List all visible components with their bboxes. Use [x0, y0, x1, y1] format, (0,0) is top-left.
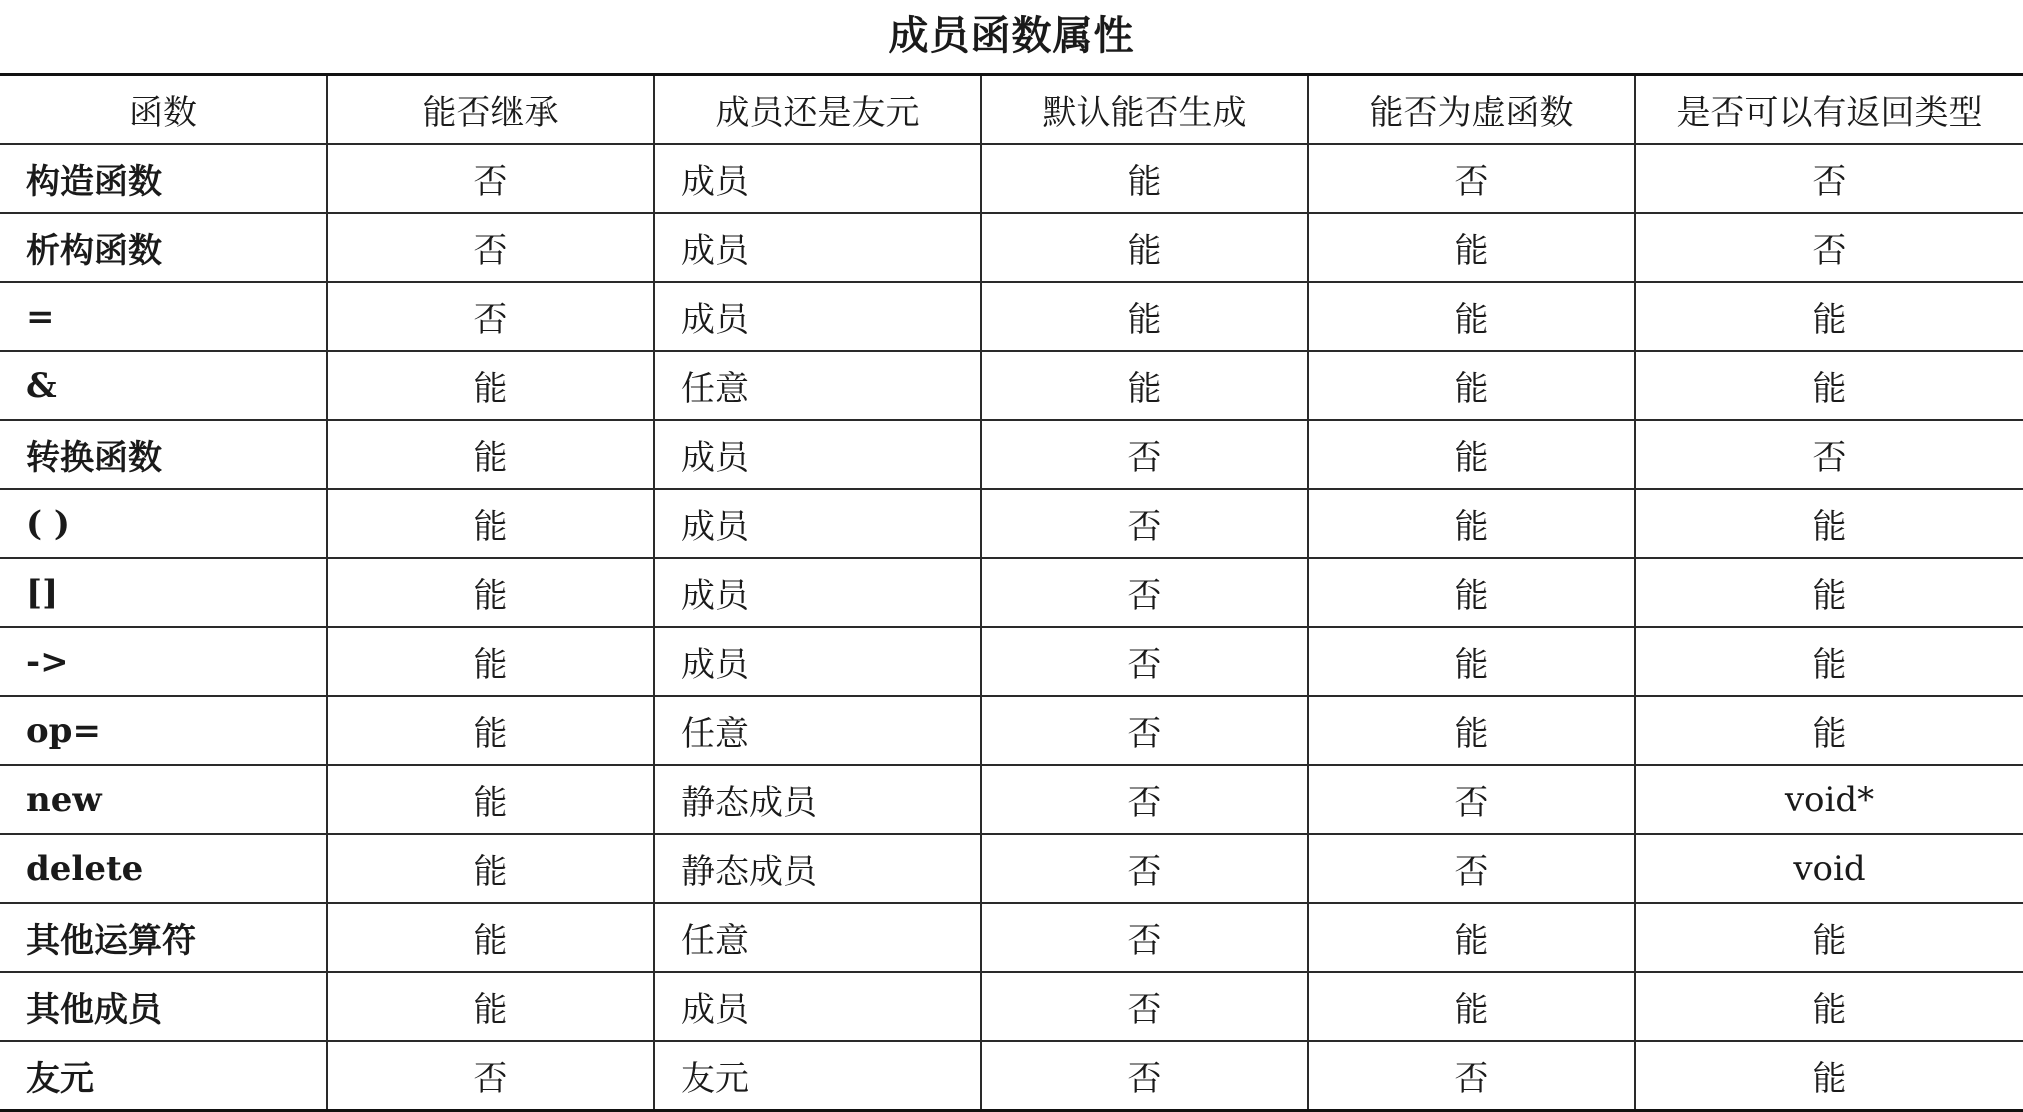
can-be-virtual-cell: 否: [1308, 144, 1635, 213]
column-header-member-or-friend: 成员还是友元: [654, 75, 981, 145]
member-or-friend-cell: 任意: [654, 696, 981, 765]
table-row: [0, 627, 2023, 696]
default-generated-cell: 能: [981, 282, 1308, 351]
can-be-virtual-cell: 能: [1308, 972, 1635, 1041]
default-generated-cell: 能: [981, 144, 1308, 213]
return-type-cell: 能: [1635, 489, 2023, 558]
column-header-can-be-virtual: 能否为虚函数: [1308, 75, 1635, 145]
can-be-virtual-cell: 能: [1308, 903, 1635, 972]
default-generated-cell: 否: [981, 1041, 1308, 1111]
member-or-friend-cell: 成员: [654, 213, 981, 282]
function-name-cell: 转换函数: [0, 420, 327, 489]
table-row: [0, 558, 2023, 627]
function-name-cell: new: [0, 765, 327, 834]
member-or-friend-cell: 成员: [654, 627, 981, 696]
member-or-friend-cell: 任意: [654, 351, 981, 420]
inheritable-cell: 能: [327, 903, 654, 972]
function-name-cell: ->: [0, 627, 327, 696]
member-or-friend-cell: 成员: [654, 420, 981, 489]
can-be-virtual-cell: 能: [1308, 558, 1635, 627]
member-or-friend-cell: 成员: [654, 144, 981, 213]
return-type-cell: 能: [1635, 1041, 2023, 1111]
column-header-inheritable: 能否继承: [327, 75, 654, 145]
function-name-cell: op=: [0, 696, 327, 765]
function-name-cell: =: [0, 282, 327, 351]
member-or-friend-cell: 友元: [654, 1041, 981, 1111]
default-generated-cell: 否: [981, 972, 1308, 1041]
function-name-cell: 其他运算符: [0, 903, 327, 972]
table-row: [0, 903, 2023, 972]
member-or-friend-cell: 成员: [654, 282, 981, 351]
table-row: [0, 420, 2023, 489]
inheritable-cell: 否: [327, 1041, 654, 1111]
return-type-cell: 否: [1635, 144, 2023, 213]
inheritable-cell: 能: [327, 558, 654, 627]
member-or-friend-cell: 任意: [654, 903, 981, 972]
return-type-cell: void: [1635, 834, 2023, 903]
function-name-cell: []: [0, 558, 327, 627]
member-function-properties-table: [0, 73, 2023, 1112]
table-row: [0, 489, 2023, 558]
inheritable-cell: 能: [327, 696, 654, 765]
column-header-return-type: 是否可以有返回类型: [1635, 75, 2023, 145]
table-caption: 成员函数属性: [888, 13, 1135, 59]
default-generated-cell: 否: [981, 765, 1308, 834]
inheritable-cell: 能: [327, 834, 654, 903]
table-row: [0, 696, 2023, 765]
return-type-cell: 能: [1635, 696, 2023, 765]
return-type-cell: 能: [1635, 972, 2023, 1041]
default-generated-cell: 否: [981, 627, 1308, 696]
can-be-virtual-cell: 能: [1308, 351, 1635, 420]
table-row: [0, 1041, 2023, 1111]
table-row: [0, 282, 2023, 351]
function-name-cell: 构造函数: [0, 144, 327, 213]
can-be-virtual-cell: 能: [1308, 696, 1635, 765]
function-name-cell: 其他成员: [0, 972, 327, 1041]
table-row: [0, 972, 2023, 1041]
can-be-virtual-cell: 能: [1308, 282, 1635, 351]
table-row: [0, 144, 2023, 213]
inheritable-cell: 否: [327, 144, 654, 213]
column-header-function: 函数: [0, 75, 327, 145]
return-type-cell: 能: [1635, 558, 2023, 627]
default-generated-cell: 否: [981, 558, 1308, 627]
function-name-cell: 析构函数: [0, 213, 327, 282]
return-type-cell: 能: [1635, 627, 2023, 696]
inheritable-cell: 否: [327, 282, 654, 351]
default-generated-cell: 能: [981, 213, 1308, 282]
default-generated-cell: 否: [981, 696, 1308, 765]
default-generated-cell: 否: [981, 489, 1308, 558]
inheritable-cell: 能: [327, 972, 654, 1041]
member-or-friend-cell: 静态成员: [654, 765, 981, 834]
return-type-cell: 能: [1635, 351, 2023, 420]
header-row: [0, 75, 2023, 145]
member-or-friend-cell: 成员: [654, 972, 981, 1041]
inheritable-cell: 能: [327, 420, 654, 489]
can-be-virtual-cell: 否: [1308, 1041, 1635, 1111]
inheritable-cell: 能: [327, 627, 654, 696]
default-generated-cell: 否: [981, 420, 1308, 489]
default-generated-cell: 否: [981, 834, 1308, 903]
member-or-friend-cell: 成员: [654, 558, 981, 627]
function-name-cell: &: [0, 351, 327, 420]
can-be-virtual-cell: 能: [1308, 627, 1635, 696]
return-type-cell: void*: [1635, 765, 2023, 834]
function-name-cell: delete: [0, 834, 327, 903]
inheritable-cell: 能: [327, 351, 654, 420]
can-be-virtual-cell: 能: [1308, 489, 1635, 558]
table-row: [0, 351, 2023, 420]
member-or-friend-cell: 成员: [654, 489, 981, 558]
column-header-default-generated: 默认能否生成: [981, 75, 1308, 145]
return-type-cell: 能: [1635, 903, 2023, 972]
table-row: [0, 213, 2023, 282]
can-be-virtual-cell: 否: [1308, 834, 1635, 903]
default-generated-cell: 否: [981, 903, 1308, 972]
inheritable-cell: 否: [327, 213, 654, 282]
table-row: [0, 765, 2023, 834]
return-type-cell: 否: [1635, 420, 2023, 489]
return-type-cell: 否: [1635, 213, 2023, 282]
table-row: [0, 834, 2023, 903]
can-be-virtual-cell: 否: [1308, 765, 1635, 834]
can-be-virtual-cell: 能: [1308, 420, 1635, 489]
default-generated-cell: 能: [981, 351, 1308, 420]
function-name-cell: ( ): [0, 489, 327, 558]
inheritable-cell: 能: [327, 489, 654, 558]
return-type-cell: 能: [1635, 282, 2023, 351]
can-be-virtual-cell: 能: [1308, 213, 1635, 282]
inheritable-cell: 能: [327, 765, 654, 834]
function-name-cell: 友元: [0, 1041, 327, 1111]
member-or-friend-cell: 静态成员: [654, 834, 981, 903]
